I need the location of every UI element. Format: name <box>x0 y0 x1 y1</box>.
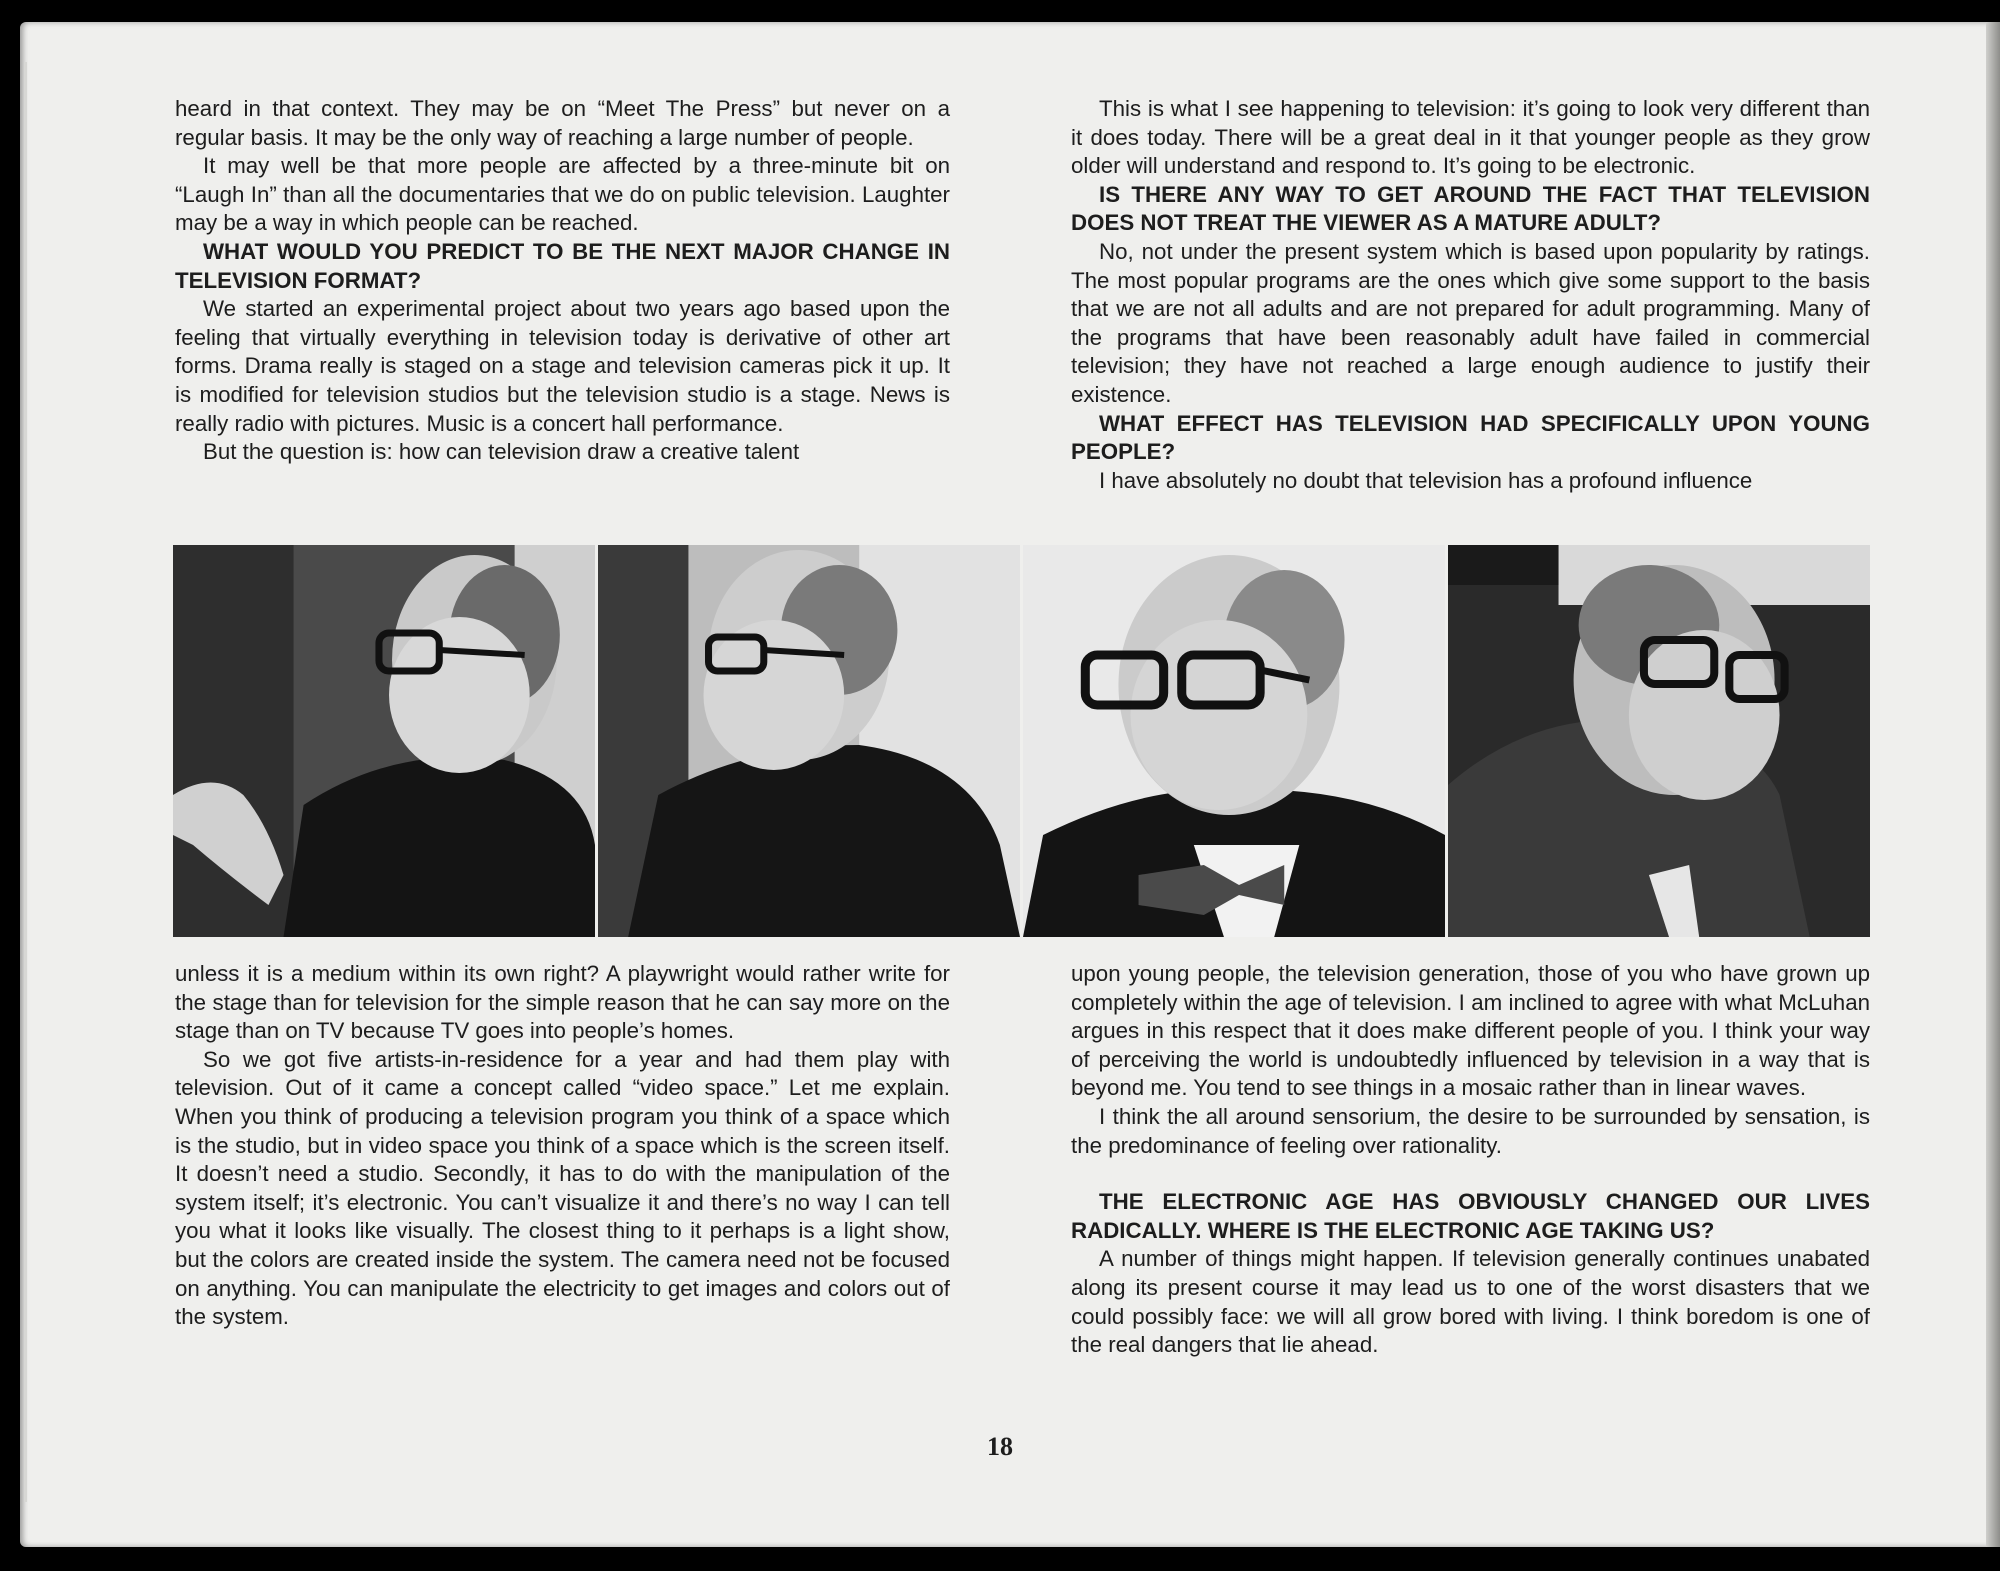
interview-question: IS THERE ANY WAY TO GET AROUND THE FACT THAT TELEVISION DOES NOT TREAT THE VIEWER AS A MATURE ADULT? <box>1071 181 1870 236</box>
portrait-photo-1 <box>173 545 595 937</box>
page-number: 18 <box>987 1432 1013 1461</box>
paragraph: I think the all around sensorium, the desire to be surrounded by sensation, is the predominance of feeling over rationality. <box>1071 1103 1870 1158</box>
paragraph: No, not under the present system which is based upon popularity by ratings. The most popular programs are the ones which give some support to the basis that we are not all adults and are not prepared for adult programming. Many of the programs that have been reasonably adult have failed in commercial television; they have not reached a large enough audience to justify their existence. <box>1071 238 1870 407</box>
column-top-right <box>1071 95 1870 495</box>
paragraph: I have absolutely no doubt that television has a profound influence <box>1099 467 1753 493</box>
column-bottom-right <box>1071 960 1870 1360</box>
paragraph: This is what I see happening to television: it’s going to look very different than it does today. There will be a great deal in it that younger people as they grow older will understand and respond to. It’s going to be electronic. <box>1071 96 1870 179</box>
paragraph: So we got five artists-in-residence for a year and had them play with television. Out of it came a concept called “video space.” Let me explain. When you think of producing a television program you think of a space which is the studio, but in video space you think of a space which is the screen itself. It doesn’t need a studio. Secondly, it has to do with the manipulation of the system itself; it’s electronic. You can’t visualize it and there’s no way I can tell you what it looks like visually. The closest thing to it perhaps is a light show, but the colors are created inside the system. The camera need not be focused on anything. You can manipulate the electricity to get images and colors out of the system. <box>175 1046 950 1330</box>
interview-question: THE ELECTRONIC AGE HAS OBVIOUSLY CHANGED OUR LIVES RADICALLY. WHERE IS THE ELECTRONIC AGE TAKING US? <box>1071 1189 1870 1243</box>
interview-question: WHAT EFFECT HAS TELEVISION HAD SPECIFICALLY UPON YOUNG PEOPLE? <box>1071 410 1870 465</box>
paragraph: It may well be that more people are affected by a three-minute bit on “Laugh In” than all the documentaries that we do on public television. Laughter may be a way in which people can be reached. <box>175 153 950 236</box>
portrait-photo-3 <box>1023 545 1445 937</box>
paragraph: unless it is a medium within its own right? A playwright would rather write for the stage than for television for the simple reason that he can say more on the stage than on TV because TV goes into people’s homes. <box>175 961 950 1044</box>
paragraph: A number of things might happen. If television generally continues unabated along its present course it may lead us to one of the worst disasters that we could possibly face: we will all grow bored with living. I think boredom is one of the real dangers that lie ahead. <box>1071 1246 1870 1358</box>
interview-question: WHAT WOULD YOU PREDICT TO BE THE NEXT MAJOR CHANGE IN TELEVISION FORMAT? <box>175 238 950 293</box>
column-top-left <box>175 95 950 467</box>
paragraph: heard in that context. They may be on “Meet The Press” but never on a regular basis. It may be the only way of reaching a large number of people. <box>175 96 950 150</box>
portrait-photo-4 <box>1448 545 1870 937</box>
page-edge <box>1986 22 2000 1547</box>
paragraph: upon young people, the television generation, those of you who have grown up completely within the age of television. I am inclined to agree with what McLuhan argues in this respect that it does make different people of you. I think your way of perceiving the world is undoubtedly influenced by television in a way that is beyond me. You tend to see things in a mosaic rather than in linear waves. <box>1071 961 1870 1101</box>
photo-strip <box>173 545 1870 937</box>
paragraph: We started an experimental project about two years ago based upon the feeling that virtually everything in television today is derivative of other art forms. Drama really is staged on a stage and television cameras pick it up. It is modified for television studios but the television studio is a stage. News is really radio with pictures. Music is a concert hall performance. <box>175 296 950 436</box>
portrait-photo-2 <box>598 545 1020 937</box>
paragraph: But the question is: how can television draw a creative talent <box>203 439 800 465</box>
column-bottom-left <box>175 960 950 1332</box>
